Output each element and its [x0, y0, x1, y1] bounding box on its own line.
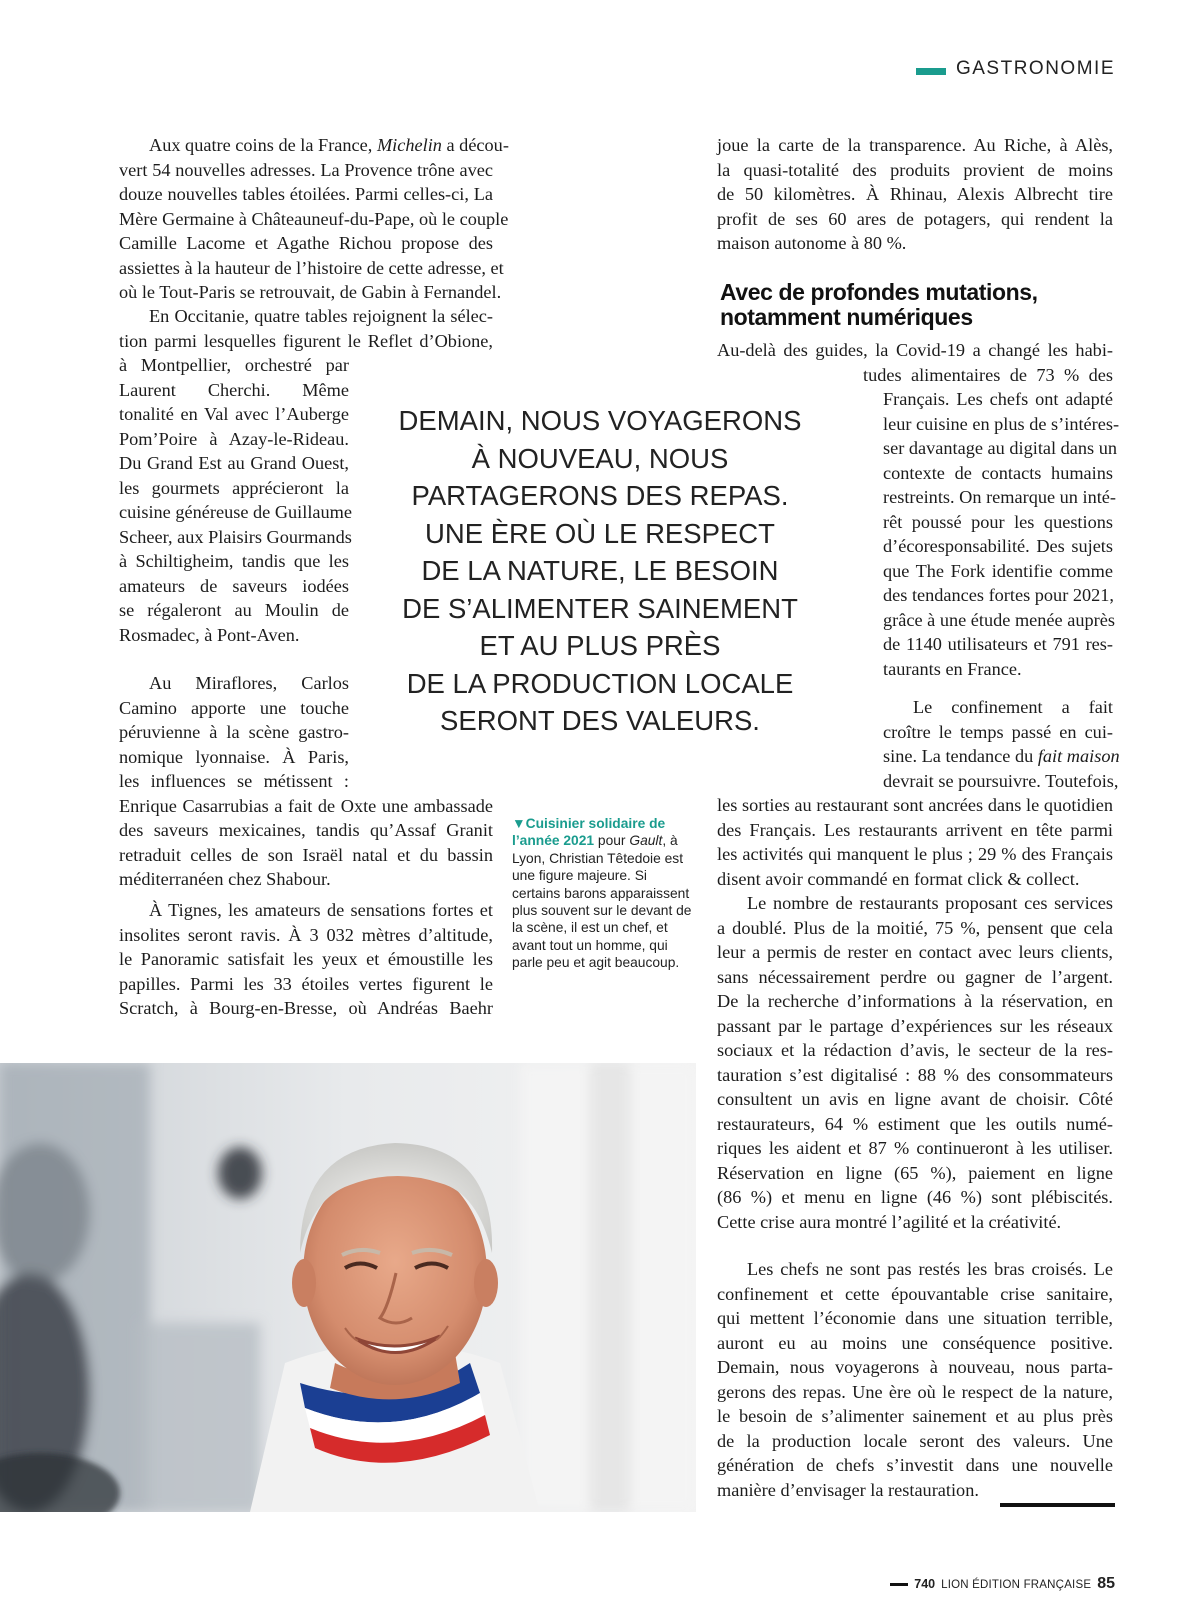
caption-marker-icon: ▼	[512, 816, 526, 831]
col1-paragraph-2: En Occitanie, quatre tables rejoignent la sélec- tion parmi lesquelles figurent le Reflet d’Obione, à Montpellier, orchestré par Laurent Cherchi. Même tonalité en Val avec l’Auberge Pom’Poire à Azay-le-Rideau. Du Grand Est au Grand Ouest, les gourmets apprécieront la cuisine généreuse de Guillaume Scheer, aux Plaisirs Gourmands à Schiltigheim, tandis que les amateurs de saveurs iodées se régaleront au Moulin de Rosmadec, à Pont-Aven.	[119, 306, 493, 645]
photo-caption: ▼Cuisinier solidaire de l’année 2021 pour Gault, à Lyon, Christian Têtedoie est une figure majeure. Si certains barons apparaissent plus souvent sur le devant de la scène, il est un chef, et avant tout un homme, qui parle peu et agit beaucoup.	[512, 816, 692, 971]
page-number: 85	[1097, 1575, 1115, 1592]
article-end-mark	[1000, 1503, 1115, 1507]
section-header	[916, 58, 1115, 80]
col2-paragraph-4: Le nombre de restaurants proposant ces services a doublé. Plus de la moitié, 75 %, pensent que cela leur a permis de rester en contact avec leurs clients, sans nécessairement perdre ou gagner de l’argent. De la recherche d’informations à la réservation, en passant par le partage d’expériences sur les réseaux sociaux et la rédaction d’avis, le secteur de la res- tauration s’est digitalisé : 88 % des consommateurs consultent un avis en ligne avant de choisir. Côté restaurateurs, 64 % estiment que les outils numé- riques les aident et 87 % continueront à les utiliser. Réservation en ligne (65 %), paiement en ligne (86 %) et menu en ligne (46 %) sont plébiscités. Cette crise aura montré l’agilité et la créativité.	[717, 893, 1113, 1232]
issue-number: 740	[914, 1577, 936, 1591]
chef-portrait-illustration	[0, 1063, 696, 1512]
footer-dash	[890, 1583, 908, 1586]
pull-quote: DEMAIN, NOUS VOYAGERONS À NOUVEAU, NOUS PARTAGERONS DES REPAS. UNE ÈRE OÙ LE RESPECT DE LA NATURE, LE BESOIN DE S’ALIMENTER SAINEMENT ET AU PLUS PRÈS DE LA PRODUCTION LOCALE SERONT DES VALEURS.	[398, 405, 802, 736]
col1-paragraph-4: À Tignes, les amateurs de sensations fortes et insolites seront ravis. À 3 032 mètres d’altitude, le Panoramic satisfait les yeux et émoustille les papilles. Parmi les 33 étoiles vertes figurent le Scratch, à Bourg-en-Bresse, où Andréas Baehr	[119, 900, 493, 1018]
col2-paragraph-5: Les chefs ne sont pas restés les bras croisés. Le confinement et cette épouvantable crise sanitaire, qui mettent l’économie dans une situation terrible, auront eu au moins une conséquence positive. Demain, nous voyagerons à nouveau, nous parta- gerons des repas. Une ère où le respect de la nature, le besoin de s’alimenter sainement et au plus près de la production locale seront des valeurs. Une génération de chefs s’investit dans une nouvelle manière d’envisager la restauration.	[717, 1259, 1113, 1500]
chef-portrait-photo	[0, 1063, 696, 1512]
col2-paragraph-1: joue la carte de la transparence. Au Riche, à Alès, la quasi-totalité des produits provient de moins de 50 kilomètres. À Rhinau, Alexis Albrecht tire profit de ses 60 ares de potagers, qui rendent la maison autonome à 80 %.	[717, 135, 1113, 253]
col1-paragraph-1: Aux quatre coins de la France, Michelin a décou- vert 54 nouvelles adresses. La Provence trône avec douze nouvelles tables étoilées. Parmi celles-ci, La Mère Germaine à Châteauneuf-du-Pape, où le couple Camille Lacome et Agathe Richou propose des assiettes à la hauteur de l’histoire de cette adresse, et où le Tout-Paris se retrouvait, de Gabin à Fernandel.	[119, 135, 509, 302]
col2-paragraph-3: Le confinement a fait croître le temps passé en cui- sine. La tendance du fait maison devrait se poursuivre. Toutefois, les sorties au restaurant sont ancrées dans le quotidien des Français. Les restaurants arrivent en tête parmi les activités qui manquent le plus ; 29 % des Français disent avoir commandé en format click & collect.	[717, 697, 1120, 889]
section-accent-bar	[916, 68, 946, 75]
page-footer	[890, 1575, 1115, 1593]
publication-name: LION ÉDITION FRANÇAISE	[941, 1579, 1092, 1591]
section-label: GASTRONOMIE	[955, 58, 1115, 79]
section-subheading: Avec de profondes mutations, notamment numériques	[720, 279, 1038, 330]
caption-highlight: Cuisinier solidaire de l’année 2021	[512, 816, 666, 849]
col2-paragraph-2: Au-delà des guides, la Covid-19 a changé les habi- tudes alimentaires de 73 % des Français. Les chefs ont adapté leur cuisine en plus de s’intéres- ser davantage au digital dans un contexte de contacts humains restreints. On remarque un inté- rêt poussé pour les questions d’écoresponsabilité. Des sujets que The Fork identifie comme des tendances fortes pour 2021, grâce à une étude menée auprès de 1140 utilisateurs et 791 res- taurants en France.	[717, 340, 1120, 679]
col1-paragraph-3: Au Miraflores, Carlos Camino apporte une touche péruvienne à la scène gastro- nomique lyonnaise. À Paris, les influences se métissent : Enrique Casarrubias a fait de Oxte une ambassade des saveurs mexicaines, tandis qu’Assaf Granit retraduit celles de son Israël natal et du bassin méditerranéen chez Shabour.	[119, 673, 493, 889]
